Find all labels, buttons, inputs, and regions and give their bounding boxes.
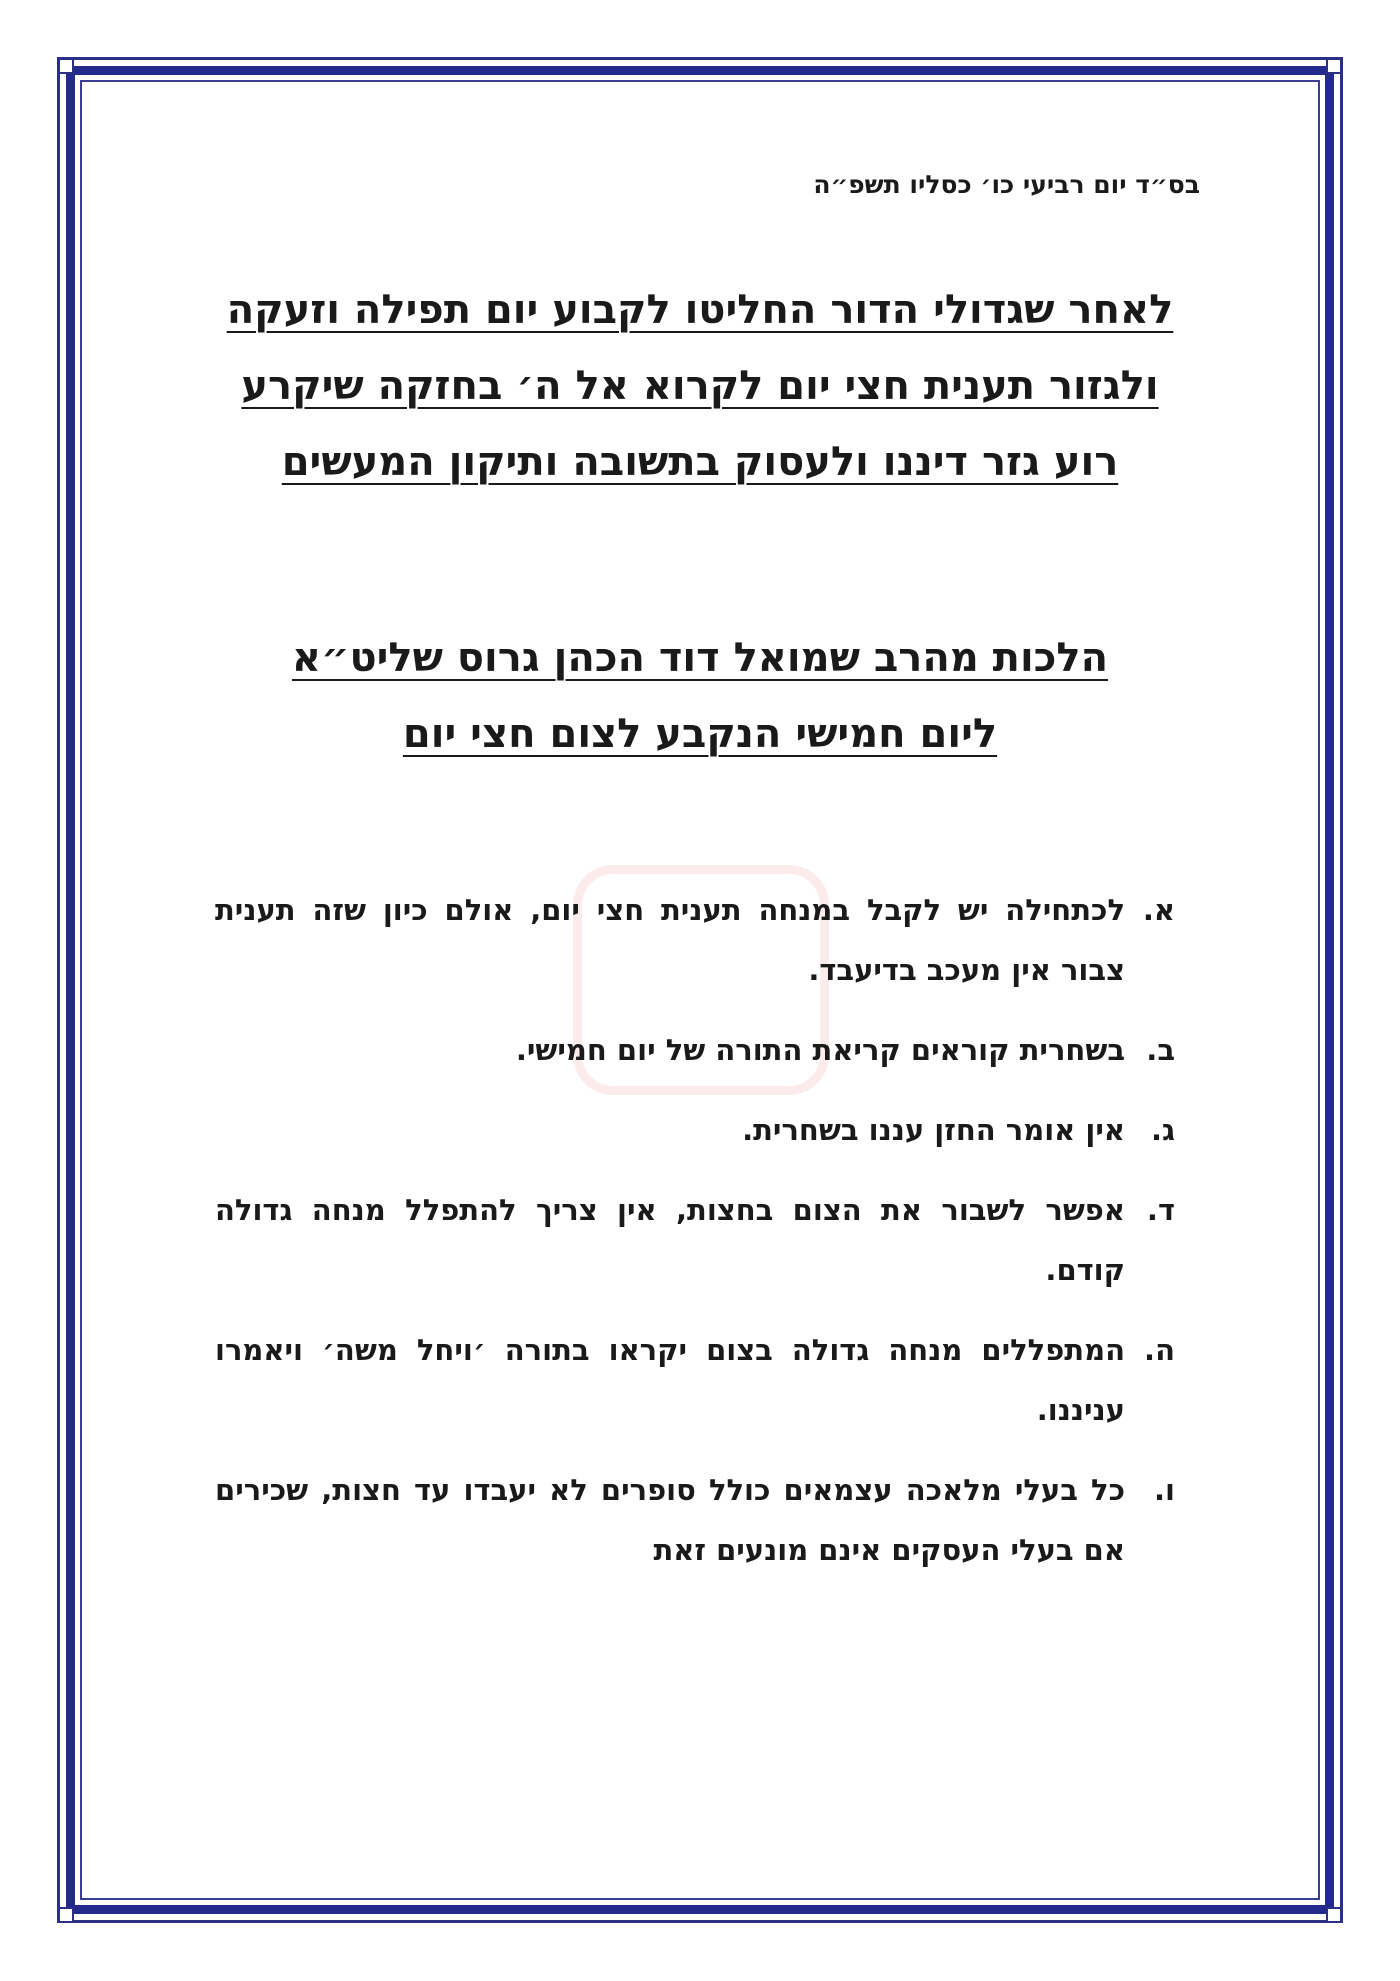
headline-line: לאחר שגדולי הדור החליטו לקבוע יום תפילה וזעקה bbox=[226, 287, 1174, 333]
rule-text: כל בעלי מלאכה עצמאים כולל סופרים לא יעבדו עד חצות, שכירים אם בעלי העסקים אינם מונעים זאת bbox=[215, 1473, 1125, 1567]
rule-item bbox=[215, 1320, 1175, 1440]
rule-item bbox=[215, 880, 1175, 1000]
rule-letter: ה. bbox=[1144, 1333, 1175, 1367]
frame-corner-ornament bbox=[58, 58, 74, 74]
headline-line: ולגזור תענית חצי יום לקרוא אל ה׳ בחזקה שיקרע bbox=[241, 363, 1159, 409]
rule-text: אפשר לשבור את הצום בחצות, אין צריך להתפלל מנחה גדולה קודם. bbox=[215, 1193, 1125, 1287]
rule-text: לכתחילה יש לקבל במנחה תענית חצי יום, אולם כיון שזה תענית צבור אין מעכב בדיעבד. bbox=[215, 893, 1125, 987]
subheading bbox=[200, 620, 1200, 772]
rule-letter: ג. bbox=[1151, 1113, 1175, 1147]
headline-line: רוע גזר דיננו ולעסוק בתשובה ותיקון המעשים bbox=[281, 439, 1119, 485]
rule-letter: א. bbox=[1142, 893, 1175, 927]
frame-corner-ornament bbox=[1326, 58, 1342, 74]
rules-list bbox=[215, 880, 1175, 1600]
rule-item bbox=[215, 1020, 1175, 1080]
rule-letter: ד. bbox=[1146, 1193, 1175, 1227]
rule-item bbox=[215, 1100, 1175, 1160]
rule-letter: ו. bbox=[1154, 1473, 1175, 1507]
rule-text: אין אומר החזן עננו בשחרית. bbox=[742, 1113, 1125, 1147]
frame-corner-ornament bbox=[58, 1907, 74, 1923]
frame-corner-ornament bbox=[1326, 1907, 1342, 1923]
rule-letter: ב. bbox=[1146, 1033, 1175, 1067]
rule-item bbox=[215, 1460, 1175, 1580]
date-line: בס״ד יום רביעי כו׳ כסליו תשפ״ה bbox=[813, 170, 1200, 199]
rule-text: בשחרית קוראים קריאת התורה של יום חמישי. bbox=[515, 1033, 1125, 1067]
headline bbox=[200, 272, 1200, 500]
subheading-line: הלכות מהרב שמואל דוד הכהן גרוס שליט״א bbox=[291, 635, 1109, 681]
subheading-line: ליום חמישי הנקבע לצום חצי יום bbox=[402, 711, 998, 757]
rule-text: המתפללים מנחה גדולה בצום יקראו בתורה ׳ויחל משה׳ ויאמרו עניננו. bbox=[215, 1333, 1125, 1427]
rule-item bbox=[215, 1180, 1175, 1300]
